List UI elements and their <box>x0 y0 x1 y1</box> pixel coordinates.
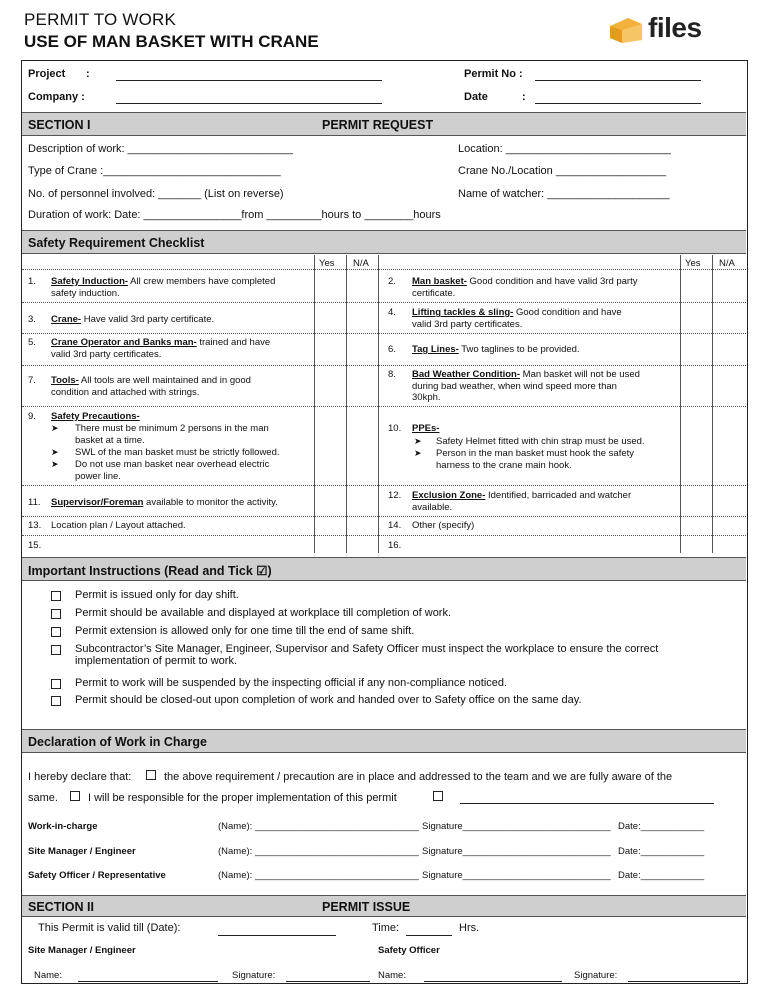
title-line1: PERMIT TO WORK <box>24 10 177 29</box>
instruction-3-checkbox[interactable] <box>51 627 61 637</box>
item-6: Tag Lines- Two taglines to be provided. <box>412 344 580 355</box>
instruction-3: Permit extension is allowed only for one time till the end of same shift. <box>75 625 415 637</box>
item-12-num: 12. <box>388 490 402 501</box>
item-2: Man basket- Good condition and have valid 3rd party certificate. <box>412 276 638 299</box>
work-in-charge-label: Work-in-charge <box>28 821 98 832</box>
declaration-line1a: I hereby declare that: <box>28 771 132 783</box>
item-5: Crane Operator and Banks man- trained and have valid 3rd party certificates. <box>51 337 271 360</box>
personnel-field[interactable]: No. of personnel involved: _______ (List on reverse) <box>28 188 284 200</box>
yes-header-right: Yes <box>685 258 701 269</box>
section2-label: SECTION II <box>28 900 94 914</box>
issue-sm-name-field[interactable] <box>78 981 218 982</box>
item-3-num: 3. <box>28 314 36 325</box>
arrow-bullet-icon: ➤ <box>51 459 59 469</box>
site-manager-name[interactable]: (Name): _______________________________ <box>218 846 419 857</box>
safety-officer-label: Safety Officer / Representative <box>28 870 166 881</box>
item-11-num: 11. <box>28 497 41 508</box>
section1-title: PERMIT REQUEST <box>322 118 434 132</box>
instruction-2-checkbox[interactable] <box>51 609 61 619</box>
instruction-2: Permit should be available and displayed at workplace till completion of work. <box>75 607 452 619</box>
permit-form <box>21 60 748 984</box>
item-10: PPEs- <box>412 423 440 434</box>
valid-till-label: This Permit is valid till (Date): <box>38 922 181 934</box>
project-colon: : <box>86 68 90 80</box>
instruction-6: Permit should be closed-out upon completion of work and handed over to Safety office on the same day. <box>75 694 582 706</box>
safety-officer-name[interactable]: (Name): _______________________________ <box>218 870 419 881</box>
time-field[interactable] <box>406 935 452 936</box>
declaration-checkbox-2[interactable] <box>70 791 80 801</box>
section2-band <box>22 895 746 917</box>
na-header-right: N/A <box>719 258 735 269</box>
work-in-charge-date[interactable]: Date:____________ <box>618 821 705 832</box>
item-7-num: 7. <box>28 375 36 386</box>
issue-sm-name-label: Name: <box>34 970 62 981</box>
page-header <box>0 0 768 60</box>
safety-officer-signature[interactable]: Signature____________________________ <box>422 870 611 881</box>
hrs-label: Hrs. <box>459 922 480 934</box>
declaration-title: Declaration of Work in Charge <box>28 735 207 749</box>
instruction-1-checkbox[interactable] <box>51 591 61 601</box>
folder-logo-icon <box>608 16 646 44</box>
item-9: Safety Precautions- <box>51 411 140 422</box>
declaration-line2a: same. <box>28 792 58 804</box>
issue-so-name-label: Name: <box>378 970 406 981</box>
item-13-num: 13. <box>28 520 42 531</box>
declaration-band <box>22 729 746 753</box>
checklist-title: Safety Requirement Checklist <box>28 236 205 250</box>
logo-text: files <box>648 12 702 43</box>
item-5-num: 5. <box>28 337 36 348</box>
instruction-4-checkbox[interactable] <box>51 645 61 655</box>
issue-safety-officer-label: Safety Officer <box>378 945 440 956</box>
permit-no-field[interactable] <box>535 80 701 81</box>
project-field[interactable] <box>116 80 382 81</box>
instruction-5-checkbox[interactable] <box>51 679 61 689</box>
issue-so-signature-label: Signature: <box>574 970 618 981</box>
item-6-num: 6. <box>388 344 396 355</box>
item-9-bullet-1: There must be minimum 2 persons in the man basket at a time. <box>75 423 269 446</box>
item-1: Safety Induction- All crew members have completed safety induction. <box>51 276 276 299</box>
item-12: Exclusion Zone- Identified, barricaded and watcher available. <box>412 490 632 513</box>
site-manager-date[interactable]: Date:____________ <box>618 846 705 857</box>
item-9-bullet-2: SWL of the man basket must be strictly followed. <box>75 447 280 458</box>
issue-so-name-field[interactable] <box>424 981 562 982</box>
declaration-line1b: the above requirement / precaution are in place and addressed to the team and we are fully aware of the <box>164 771 673 783</box>
safety-officer-date[interactable]: Date:____________ <box>618 870 705 881</box>
item-11: Supervisor/Foreman available to monitor the activity. <box>51 497 278 508</box>
arrow-bullet-icon: ➤ <box>414 436 422 446</box>
item-7: Tools- All tools are well maintained and in good condition and attached with strings. <box>51 375 251 398</box>
issue-sm-signature-field[interactable] <box>286 981 370 982</box>
instruction-4: Subcontractor’s Site Manager, Engineer, Supervisor and Safety Officer must inspect the workplace to ensure the correct implementation of permit to work. <box>75 643 659 667</box>
issue-so-signature-field[interactable] <box>628 981 740 982</box>
site-manager-label: Site Manager / Engineer <box>28 846 136 857</box>
item-14-num: 14. <box>388 520 402 531</box>
item-13: Location plan / Layout attached. <box>51 520 186 531</box>
description-field[interactable]: Description of work: ___________________________ <box>28 143 293 155</box>
section2-title: PERMIT ISSUE <box>322 900 411 914</box>
valid-till-field[interactable] <box>218 935 336 936</box>
issue-site-manager-label: Site Manager / Engineer <box>28 945 136 956</box>
time-label: Time: <box>372 922 400 934</box>
arrow-bullet-icon: ➤ <box>51 423 59 433</box>
declaration-signature-line[interactable] <box>460 803 714 804</box>
crane-type-field[interactable]: Type of Crane :_____________________________ <box>28 165 281 177</box>
item-10-bullet-2: Person in the man basket must hook the safety harness to the crane main hook. <box>436 448 635 471</box>
arrow-bullet-icon: ➤ <box>414 448 422 458</box>
crane-no-field[interactable]: Crane No./Location __________________ <box>458 165 666 177</box>
work-in-charge-signature[interactable]: Signature____________________________ <box>422 821 611 832</box>
permit-no-label: Permit No : <box>464 68 523 80</box>
declaration-line2b: I will be responsible for the proper implementation of this permit <box>88 792 397 804</box>
duration-field[interactable]: Duration of work: Date: ________________from _________hours to ________hours <box>28 209 441 221</box>
company-label: Company : <box>28 91 85 103</box>
item-2-num: 2. <box>388 276 396 287</box>
watcher-field[interactable]: Name of watcher: ____________________ <box>458 188 670 200</box>
project-label: Project <box>28 68 66 80</box>
instruction-5: Permit to work will be suspended by the inspecting official if any non-compliance noticed. <box>75 677 508 689</box>
instruction-1: Permit is issued only for day shift. <box>75 589 239 601</box>
location-field[interactable]: Location: ___________________________ <box>458 143 671 155</box>
item-8-num: 8. <box>388 369 396 380</box>
item-9-num: 9. <box>28 411 36 422</box>
company-field[interactable] <box>116 103 382 104</box>
instructions-band <box>22 557 746 581</box>
item-3: Crane- Have valid 3rd party certificate. <box>51 314 215 325</box>
arrow-bullet-icon: ➤ <box>51 447 59 457</box>
date-colon: : <box>522 91 526 103</box>
item-15-num: 15. <box>28 540 42 551</box>
na-header-left: N/A <box>353 258 369 269</box>
work-in-charge-name[interactable]: (Name): _______________________________ <box>218 821 419 832</box>
item-16-num: 16. <box>388 540 402 551</box>
files-logo <box>608 12 738 46</box>
instruction-6-checkbox[interactable] <box>51 696 61 706</box>
item-10-bullet-1: Safety Helmet fitted with chin strap must be used. <box>436 436 645 447</box>
date-label: Date <box>464 91 488 103</box>
instructions-title: Important Instructions (Read and Tick ☑) <box>28 564 272 578</box>
item-4: Lifting tackles & sling- Good condition and have valid 3rd party certificates. <box>412 307 622 330</box>
item-4-num: 4. <box>388 307 396 318</box>
declaration-checkbox-1[interactable] <box>146 770 156 780</box>
item-14: Other (specify) <box>412 520 475 531</box>
issue-sm-signature-label: Signature: <box>232 970 276 981</box>
title-line2: USE OF MAN BASKET WITH CRANE <box>24 32 319 51</box>
date-field[interactable] <box>535 103 701 104</box>
item-1-num: 1. <box>28 276 36 287</box>
declaration-checkbox-3[interactable] <box>433 791 443 801</box>
item-8: Bad Weather Condition- Man basket will not be used during bad weather, when wind speed more than 30kph. <box>412 369 640 403</box>
section1-label: SECTION I <box>28 118 91 132</box>
section1-band <box>22 112 746 136</box>
site-manager-signature[interactable]: Signature____________________________ <box>422 846 611 857</box>
item-9-bullet-3: Do not use man basket near overhead electric power line. <box>75 459 270 482</box>
checklist-band <box>22 230 746 254</box>
item-10-num: 10. <box>388 423 402 434</box>
yes-header-left: Yes <box>319 258 335 269</box>
